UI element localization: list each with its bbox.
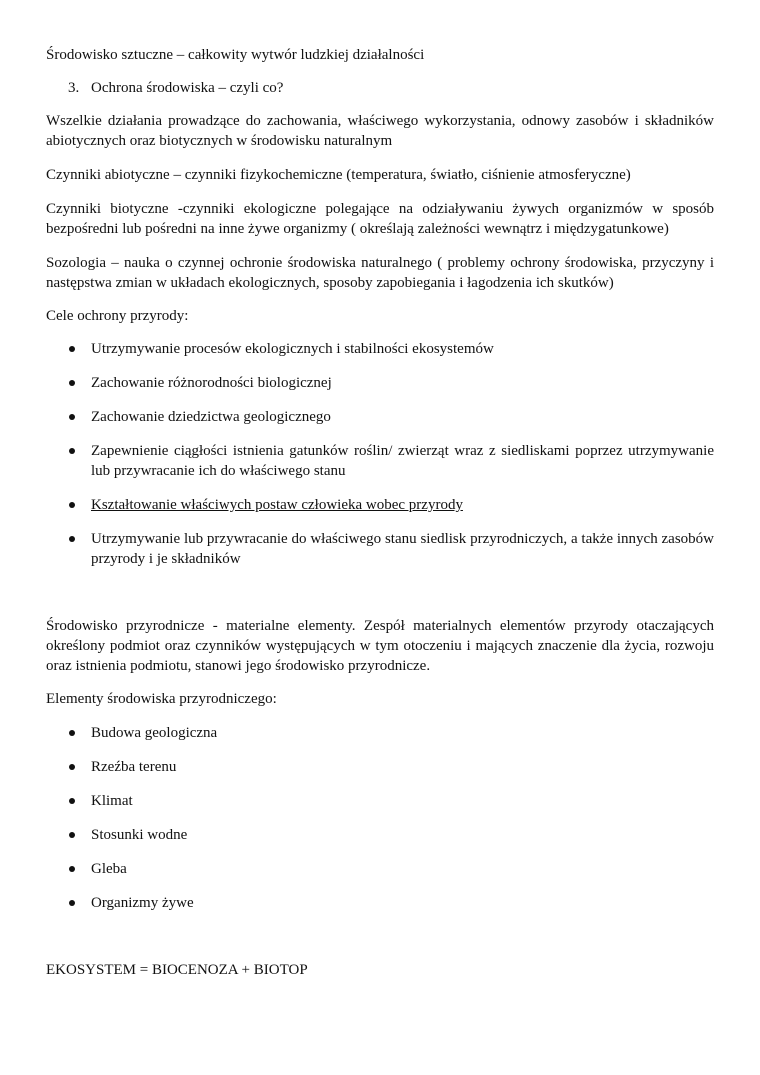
list-item: Organizmy żywe [91,895,194,911]
paragraph-abiotic: Czynniki abiotyczne – czynniki fizykochemiczne (temperatura, światło, ciśnienie atmosferyczne) [46,167,631,183]
list-item: Klimat [91,793,133,809]
bullet-icon [69,448,75,454]
bullet-icon [69,900,75,906]
list-item: Zachowanie różnorodności biologicznej [91,375,332,391]
heading-number: 3. [68,80,80,96]
paragraph-natural-environment: Środowisko przyrodnicze - materialne elementy. Zespół materialnych elementów przyrody otaczających określony podmiot oraz czynników występujących w tym otoczeniu i mających znaczenie dla życia, rozwoju oraz istnienia podmiotu, stanowi jego środowisko przyrodnicze. [46,618,714,674]
list-item: Zapewnienie ciągłości istnienia gatunków roślin/ zwierząt wraz z siedliskami poprzez utrzymywanie lub przywracanie ich do właściwego stanu [91,443,714,479]
list-item: Rzeźba terenu [91,759,177,775]
list-item: Utrzymywanie procesów ekologicznych i stabilności ekosystemów [91,341,494,357]
list-item: Budowa geologiczna [91,725,218,741]
list-item: Utrzymywanie lub przywracanie do właściwego stanu siedlisk przyrodniczych, a także innych zasobów przyrody i je składników [91,531,714,567]
paragraph-biotic: Czynniki biotyczne -czynniki ekologiczne polegające na odziaływaniu żywych organizmów w sposób bezpośredni lub pośredni na inne żywe organizmy ( określają zależności wewnątrz i międzygatunkowe) [46,201,714,237]
bullet-icon [69,798,75,804]
bullet-icon [69,380,75,386]
list-item: Gleba [91,861,127,877]
list-item: Stosunki wodne [91,827,188,843]
bullet-icon [69,866,75,872]
list-item: Zachowanie dziedzictwa geologicznego [91,409,331,425]
section-heading: Ochrona środowiska – czyli co? [91,80,284,96]
paragraph-artificial-environment: Środowisko sztuczne – całkowity wytwór ludzkiej działalności [46,47,425,63]
bullet-icon [69,730,75,736]
bullet-icon [69,414,75,420]
ecosystem-equation: EKOSYSTEM = BIOCENOZA + BIOTOP [46,962,308,978]
bullet-icon [69,832,75,838]
bullet-icon [69,764,75,770]
list-item: Kształtowanie właściwych postaw człowieka wobec przyrody [91,497,463,513]
bullet-icon [69,502,75,508]
goals-heading: Cele ochrony przyrody: [46,308,189,324]
paragraph-definition: Wszelkie działania prowadzące do zachowania, właściwego wykorzystania, odnowy zasobów i składników abiotycznych oraz biotycznych w środowisku naturalnym [46,113,714,149]
paragraph-sozology: Sozologia – nauka o czynnej ochronie środowiska naturalnego ( problemy ochrony środowiska, przyczyny i następstwa zmian w układach ekologicznych, sposoby zapobiegania i łagodzenia ich skutków) [46,255,714,291]
bullet-icon [69,346,75,352]
bullet-icon [69,536,75,542]
elements-heading: Elementy środowiska przyrodniczego: [46,691,277,707]
